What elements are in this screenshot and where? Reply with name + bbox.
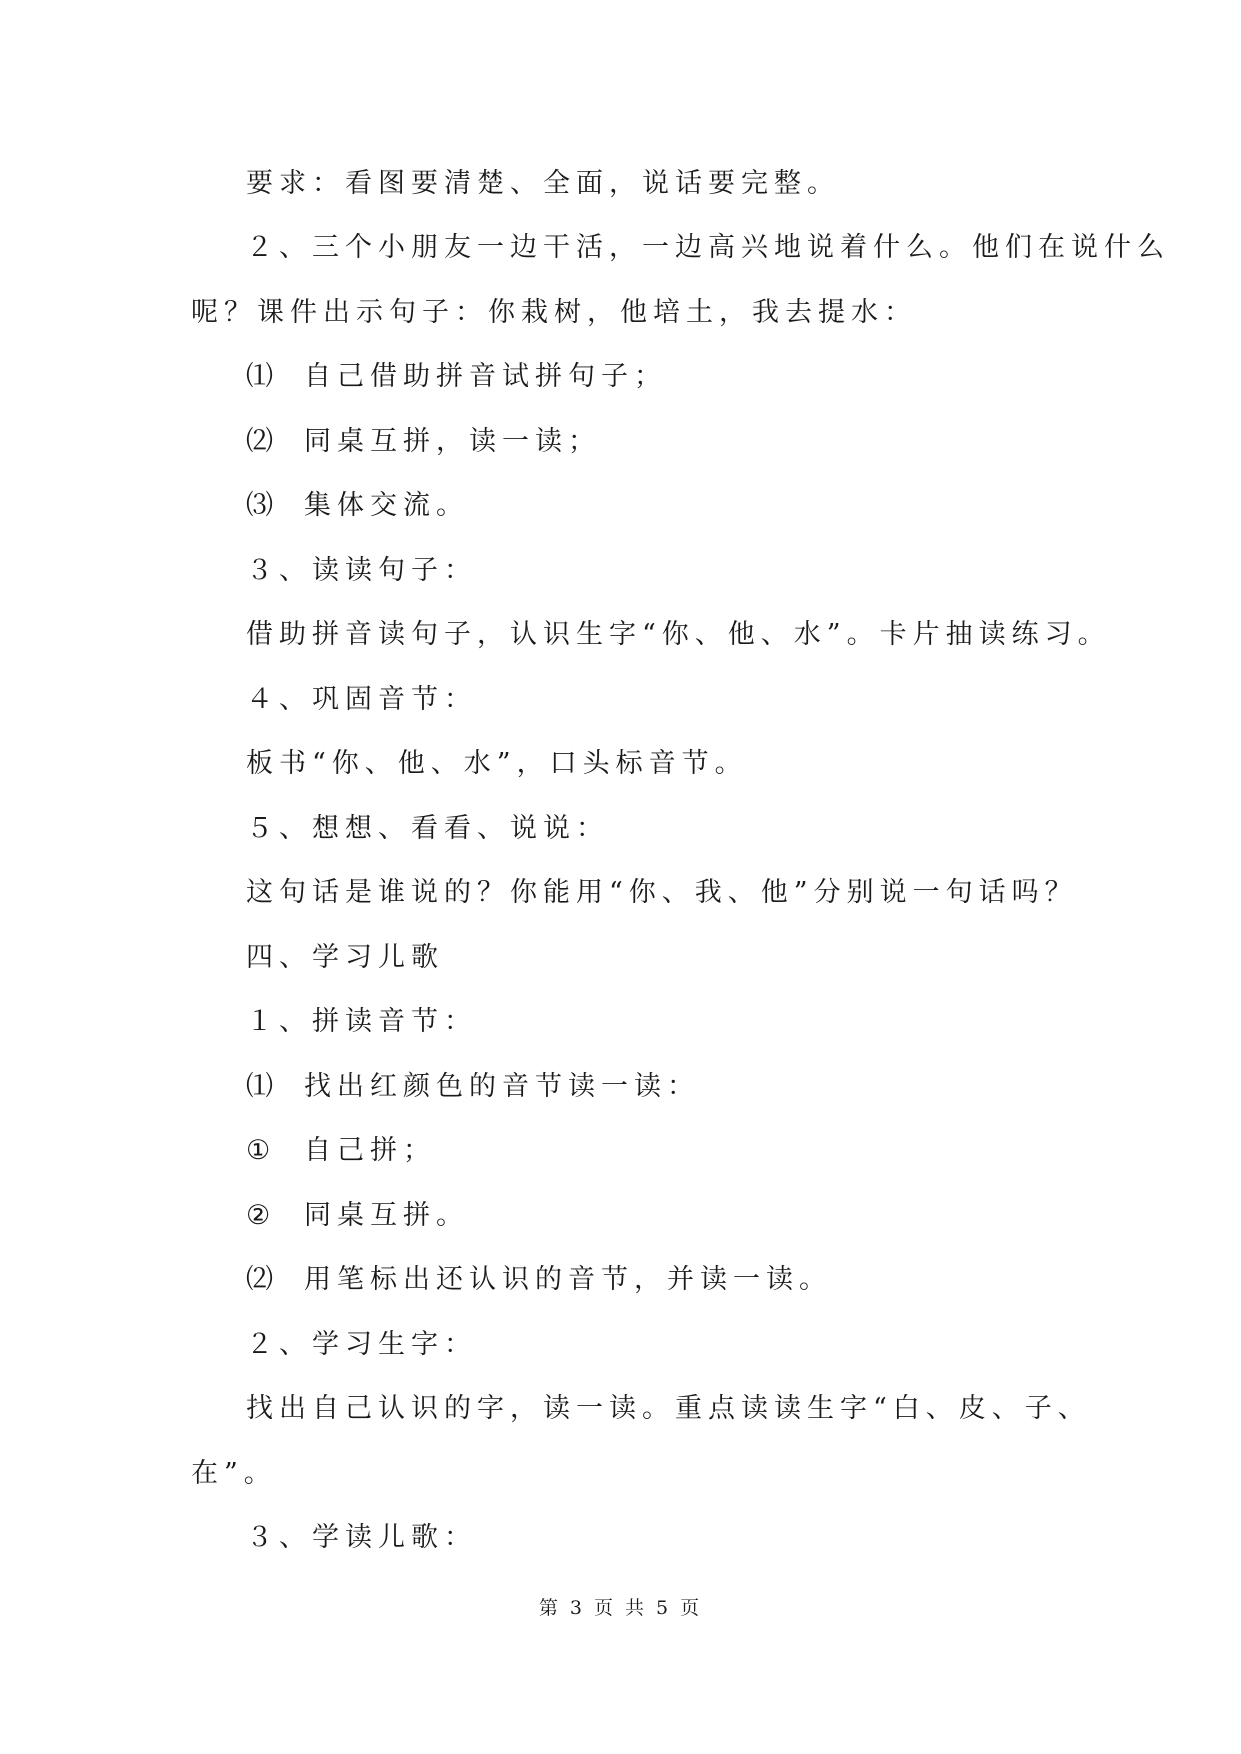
line-text: 要求：看图要清楚、全面，说话要完整。 [246, 168, 840, 199]
paragraph-line [246, 230, 1170, 266]
list-marker: ⑵ [246, 426, 273, 457]
line-text: 同桌互拼。 [304, 1200, 469, 1231]
list-item [246, 1133, 436, 1169]
list-item [246, 424, 601, 460]
list-item [246, 1069, 700, 1105]
list-item [246, 1262, 832, 1298]
line-text: 集体交流。 [304, 490, 469, 521]
paragraph-line [246, 617, 1111, 653]
paragraph-line [246, 1327, 477, 1363]
list-marker: ⑴ [246, 361, 273, 392]
list-item [246, 1198, 469, 1234]
page-footer: 第 3 页 共 5 页 [538, 1597, 703, 1619]
line-text: 借助拼音读句子，认识生字“你、他、水”。卡片抽读练习。 [246, 619, 1111, 650]
line-text: 板书“你、他、水”，口头标音节。 [246, 748, 748, 779]
paragraph-line [246, 746, 748, 782]
paragraph-line [246, 1520, 477, 1556]
list-marker: ⑴ [246, 1071, 273, 1102]
paragraph-line [191, 295, 917, 331]
line-text: 这句话是谁说的？你能用“你、我、他”分别说一句话吗？ [246, 877, 1078, 908]
paragraph-line [246, 1391, 1091, 1427]
line-text: 四、学习儿歌 [246, 942, 444, 973]
line-text: 用笔标出还认识的音节，并读一读。 [304, 1264, 832, 1295]
line-text: ４、巩固音节： [246, 684, 477, 715]
list-item [246, 488, 469, 524]
line-text: 自己借助拼音试拼句子； [304, 361, 667, 392]
line-text: 找出红颜色的音节读一读： [304, 1071, 700, 1102]
list-marker: ⑵ [246, 1264, 273, 1295]
paragraph-line [246, 682, 477, 718]
paragraph-line [246, 811, 609, 847]
paragraph-line [246, 166, 840, 202]
section-heading [246, 940, 444, 976]
line-text: 在”。 [191, 1458, 277, 1489]
line-text: ２、三个小朋友一边干活，一边高兴地说着什么。他们在说什么 [246, 232, 1170, 263]
paragraph-line [246, 1004, 477, 1040]
paragraph-line [246, 553, 477, 589]
list-marker: ① [246, 1135, 271, 1166]
list-item [246, 359, 667, 395]
line-text: 自己拼； [304, 1135, 436, 1166]
line-text: ５、想想、看看、说说： [246, 813, 609, 844]
line-text: 找出自己认识的字，读一读。重点读读生字“白、皮、子、 [246, 1393, 1091, 1424]
paragraph-line [246, 875, 1078, 911]
line-text: ２、学习生字： [246, 1329, 477, 1360]
line-text: ３、读读句子： [246, 555, 477, 586]
line-text: １、拼读音节： [246, 1006, 477, 1037]
paragraph-line [191, 1456, 277, 1492]
list-marker: ⑶ [246, 490, 273, 521]
line-text: 呢？课件出示句子：你栽树，他培土，我去提水： [191, 297, 917, 328]
line-text: ３、学读儿歌： [246, 1522, 477, 1553]
line-text: 同桌互拼，读一读； [304, 426, 601, 457]
list-marker: ② [246, 1200, 271, 1231]
